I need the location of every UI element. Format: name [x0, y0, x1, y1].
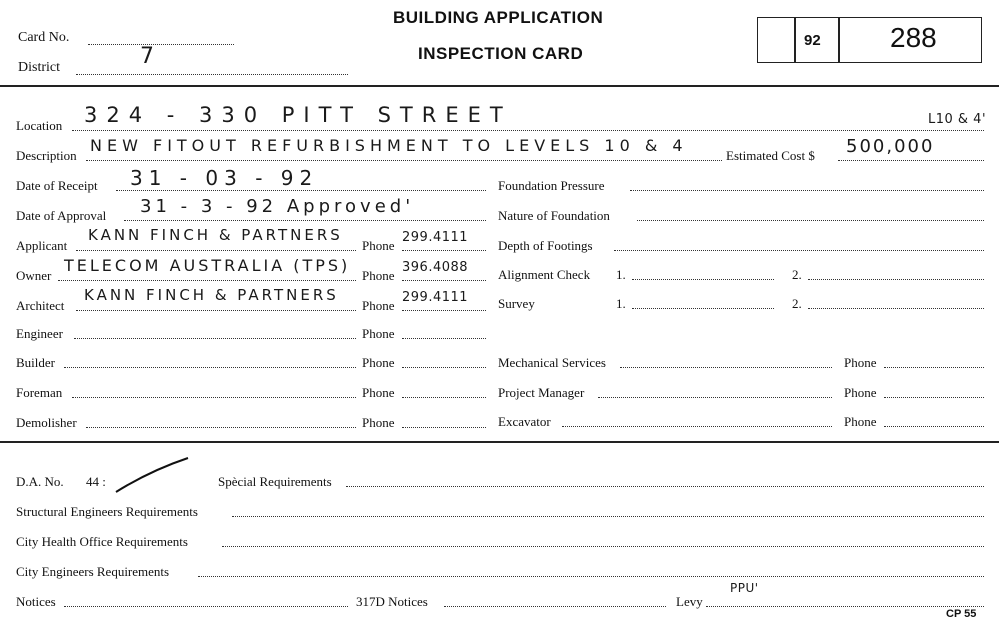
demolisher-label: Demolisher — [16, 415, 77, 430]
title-line1: BUILDING APPLICATION — [393, 8, 604, 27]
location-field[interactable] — [72, 130, 984, 131]
alignment-one-label: 1. — [616, 267, 626, 282]
district-label: District — [18, 60, 60, 75]
builder-phone-label: Phone — [362, 355, 395, 370]
mechanical-phone-field[interactable] — [884, 367, 984, 368]
applicant-label: Applicant — [16, 238, 68, 253]
card-box-divider-2 — [838, 17, 840, 63]
applicant-phone-label: Phone — [362, 238, 395, 253]
alignment-label: Alignment Check — [498, 267, 591, 282]
approval-label: Date of Approval — [16, 208, 107, 223]
receipt-value: 31 - 03 - 92 — [130, 166, 319, 190]
project-manager-label: Project Manager — [498, 385, 585, 400]
nature-foundation-field[interactable] — [637, 220, 984, 221]
description-field[interactable] — [86, 160, 722, 161]
alignment-one-field[interactable] — [632, 279, 774, 280]
survey-one-label: 1. — [616, 296, 626, 311]
card-box-divider-1 — [794, 17, 796, 63]
city-engineers-field[interactable] — [198, 576, 984, 577]
demolisher-phone-label: Phone — [362, 415, 395, 430]
foreman-phone-field[interactable] — [402, 397, 486, 398]
project-manager-phone-field[interactable] — [884, 397, 984, 398]
special-field[interactable] — [346, 486, 984, 487]
levy-label: Levy — [676, 594, 703, 609]
mechanical-label: Mechanical Services — [498, 355, 606, 370]
location-note: L10 & 4' — [928, 112, 987, 127]
receipt-field[interactable] — [116, 190, 486, 191]
structural-field[interactable] — [232, 516, 984, 517]
health-field[interactable] — [222, 546, 984, 547]
foundation-pressure-label: Foundation Pressure — [498, 178, 605, 193]
description-value: NEW FITOUT REFURBISHMENT TO LEVELS 10 & 4 — [90, 136, 688, 155]
notices-field[interactable] — [64, 606, 348, 607]
project-manager-phone-label: Phone — [844, 385, 877, 400]
engineer-field[interactable] — [74, 338, 356, 339]
survey-two-field[interactable] — [808, 308, 984, 309]
architect-phone-label: Phone — [362, 298, 395, 313]
alignment-two-label: 2. — [792, 267, 802, 282]
project-manager-field[interactable] — [598, 397, 832, 398]
owner-phone: 396.4088 — [402, 260, 469, 275]
applicant-phone: 299.4111 — [402, 230, 469, 245]
depth-footings-label: Depth of Footings — [498, 238, 593, 253]
owner-label: Owner — [16, 268, 52, 283]
district-field[interactable] — [76, 74, 348, 75]
card-number-box — [757, 17, 982, 63]
owner-phone-label: Phone — [362, 268, 395, 283]
approval-value: 31 - 3 - 92 Approved' — [140, 196, 415, 217]
card-no-label: Card No. — [18, 30, 70, 45]
foundation-pressure-field[interactable] — [630, 190, 984, 191]
title-line2: INSPECTION CARD — [418, 44, 584, 63]
location-label: Location — [16, 118, 63, 133]
estimated-cost-field[interactable] — [838, 160, 984, 161]
owner-field[interactable] — [58, 280, 356, 281]
district-value: 7 — [140, 44, 159, 69]
survey-label: Survey — [498, 296, 535, 311]
foreman-phone-label: Phone — [362, 385, 395, 400]
structural-label: Structural Engineers Requirements — [16, 504, 198, 519]
survey-two-label: 2. — [792, 296, 802, 311]
architect-phone: 299.4111 — [402, 290, 469, 305]
form-code: CP 55 — [946, 608, 977, 620]
foreman-field[interactable] — [72, 397, 356, 398]
receipt-label: Date of Receipt — [16, 178, 98, 193]
estimated-cost-label: Estimated Cost $ — [726, 148, 815, 163]
builder-phone-field[interactable] — [402, 367, 486, 368]
engineer-label: Engineer — [16, 326, 63, 341]
engineer-phone-label: Phone — [362, 326, 395, 341]
da-label: D.A. No. — [16, 474, 64, 489]
excavator-field[interactable] — [562, 426, 832, 427]
notices-label: Notices — [16, 594, 56, 609]
alignment-two-field[interactable] — [808, 279, 984, 280]
da-slash-mark — [112, 456, 192, 496]
estimated-cost-value: 500,000 — [846, 136, 935, 157]
applicant-phone-field[interactable] — [402, 250, 486, 251]
levy-field[interactable] — [706, 606, 984, 607]
levy-value: PPU' — [730, 581, 759, 595]
excavator-label: Excavator — [498, 414, 551, 429]
owner-value: TELECOM AUSTRALIA (TPS) — [64, 256, 351, 275]
notices-317d-field[interactable] — [444, 606, 666, 607]
survey-one-field[interactable] — [632, 308, 774, 309]
applicant-field[interactable] — [76, 250, 356, 251]
engineer-phone-field[interactable] — [402, 338, 486, 339]
header-divider — [0, 85, 999, 87]
builder-label: Builder — [16, 355, 55, 370]
city-engineers-label: City Engineers Requirements — [16, 564, 170, 579]
owner-phone-field[interactable] — [402, 280, 486, 281]
notices-317d-label: 317D Notices — [356, 594, 428, 609]
nature-foundation-label: Nature of Foundation — [498, 208, 610, 223]
special-label: Spècial Requirements — [218, 474, 332, 489]
excavator-phone-field[interactable] — [884, 426, 984, 427]
architect-field[interactable] — [76, 310, 356, 311]
builder-field[interactable] — [64, 367, 356, 368]
demolisher-phone-field[interactable] — [402, 427, 486, 428]
approval-field[interactable] — [124, 220, 486, 221]
da-value: 44 : — [86, 474, 106, 489]
section-divider — [0, 441, 999, 443]
location-value: 324 - 330 PITT STREET — [84, 103, 512, 127]
excavator-phone-label: Phone — [844, 414, 877, 429]
architect-phone-field[interactable] — [402, 310, 486, 311]
applicant-value: KANN FINCH & PARTNERS — [88, 226, 343, 244]
depth-footings-field[interactable] — [614, 250, 984, 251]
mechanical-field[interactable] — [620, 367, 832, 368]
card-number: 288 — [890, 22, 937, 53]
mechanical-phone-label: Phone — [844, 355, 877, 370]
architect-label: Architect — [16, 298, 65, 313]
demolisher-field[interactable] — [86, 427, 356, 428]
architect-value: KANN FINCH & PARTNERS — [84, 286, 339, 304]
foreman-label: Foreman — [16, 385, 63, 400]
description-label: Description — [16, 148, 77, 163]
card-no-field[interactable] — [88, 44, 234, 45]
card-year: 92 — [804, 32, 821, 49]
health-label: City Health Office Requirements — [16, 534, 188, 549]
